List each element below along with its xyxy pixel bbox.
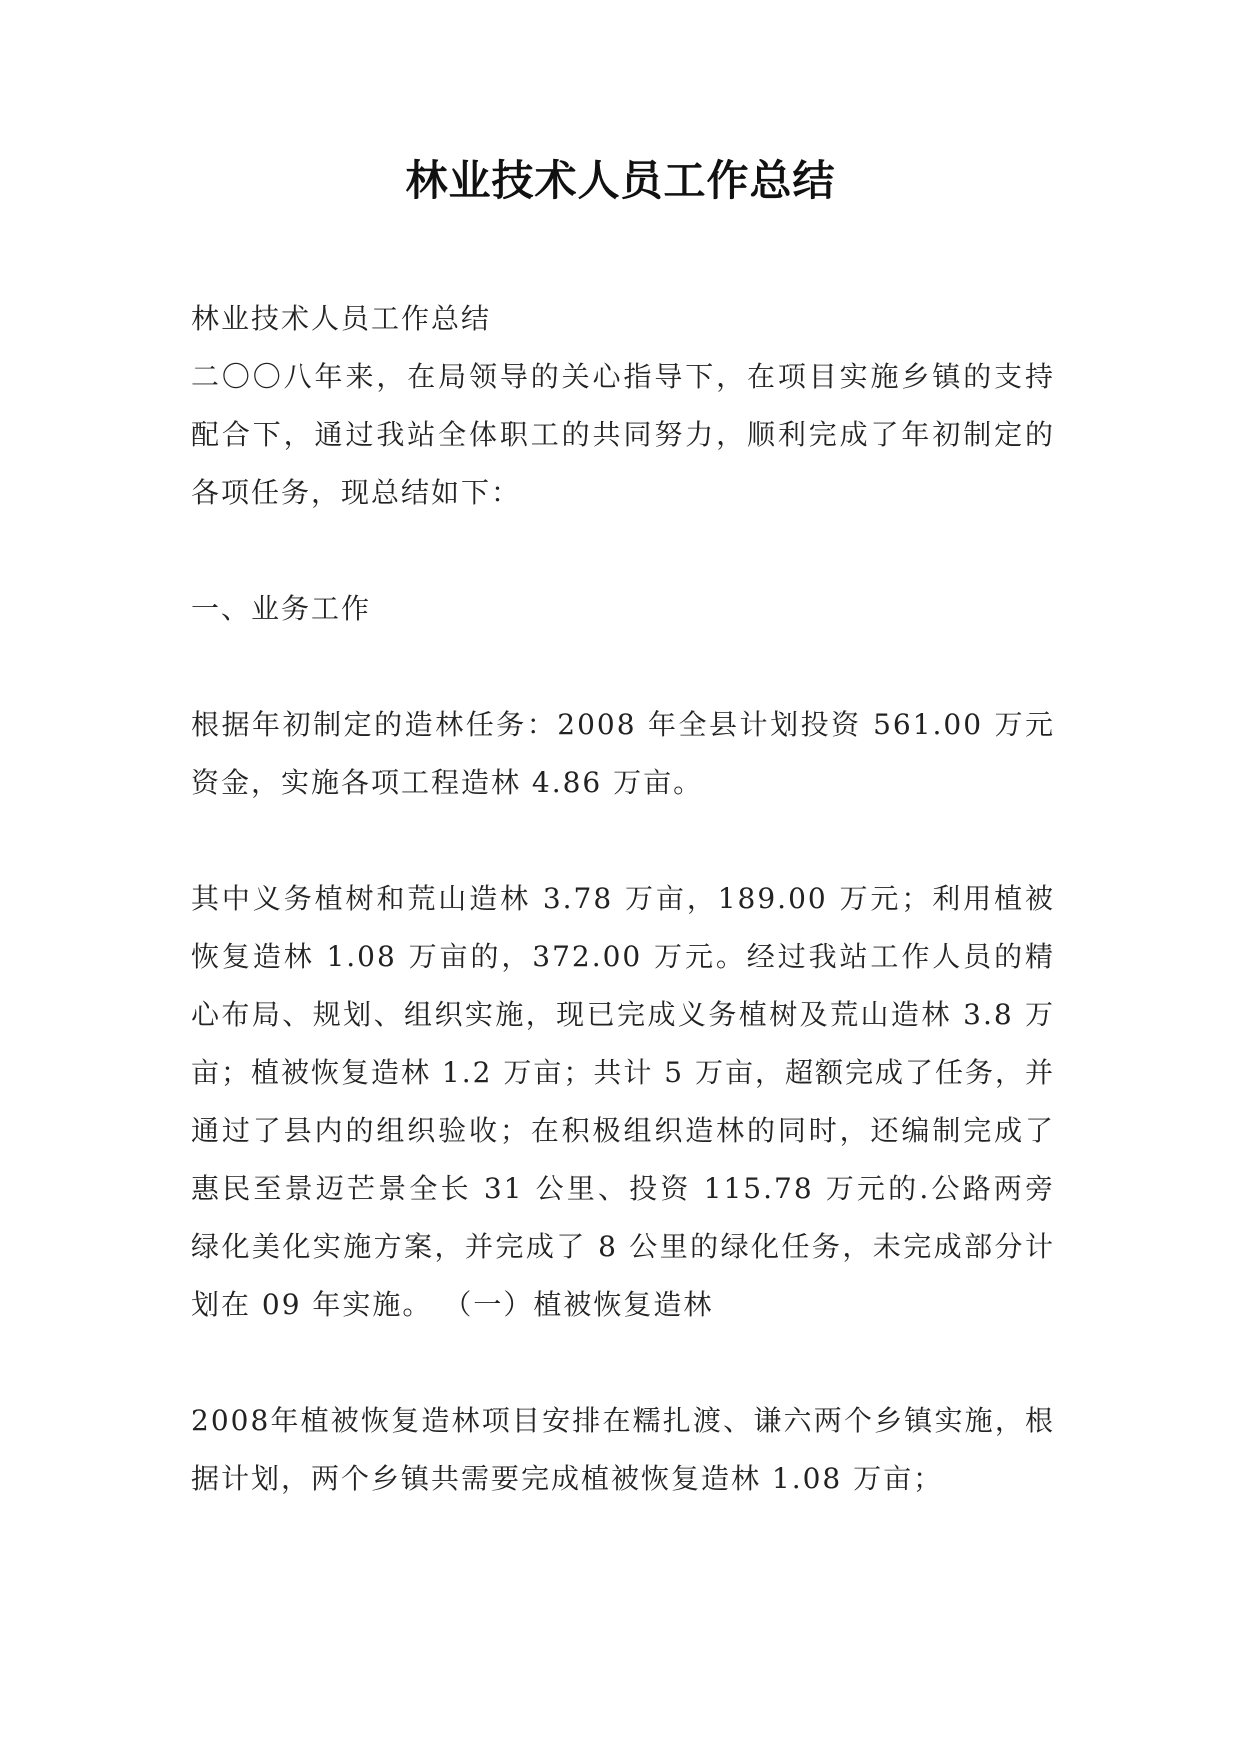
- paragraph-gap: [191, 812, 1055, 870]
- paragraph-gap: [191, 638, 1055, 696]
- section-heading: 一、业务工作: [191, 592, 372, 625]
- paragraph-subtitle: 林业技术人员工作总结: [191, 302, 492, 335]
- document-title: 林业技术人员工作总结: [405, 156, 836, 205]
- paragraph-gap: [191, 1334, 1055, 1392]
- paragraph-gap: [191, 522, 1055, 580]
- paragraph-restoration: 2008年植被恢复造林项目安排在糯扎渡、谦六两个乡镇实施，根据计划，两个乡镇共需要完成植被恢复造林 1.08 万亩；: [191, 1404, 1055, 1495]
- paragraph-details: 其中义务植树和荒山造林 3.78 万亩，189.00 万元；利用植被恢复造林 1.08 万亩的，372.00 万元。经过我站工作人员的精心布局、规划、组织实施，现已完成义务植树及荒山造林 3.8 万亩；植被恢复造林 1.2 万亩；共计 5 万亩，超额完成了任务，并通过了县内的组织验收；在积极组织造林的同时，还编制完成了惠民至景迈芒景全长 31 公里、投资 115.78 万元的.公路两旁绿化美化实施方案，并完成了 8 公里的绿化任务，未完成部分计划在 09 年实施。 （一）植被恢复造林: [191, 882, 1055, 1321]
- document-body: [191, 290, 1055, 1508]
- paragraph-intro: 二〇〇八年来，在局领导的关心指导下，在项目实施乡镇的支持配合下，通过我站全体职工的共同努力，顺利完成了年初制定的各项任务，现总结如下：: [191, 360, 1055, 509]
- paragraph-plan: 根据年初制定的造林任务：2008 年全县计划投资 561.00 万元资金，实施各项工程造林 4.86 万亩。: [191, 708, 1055, 799]
